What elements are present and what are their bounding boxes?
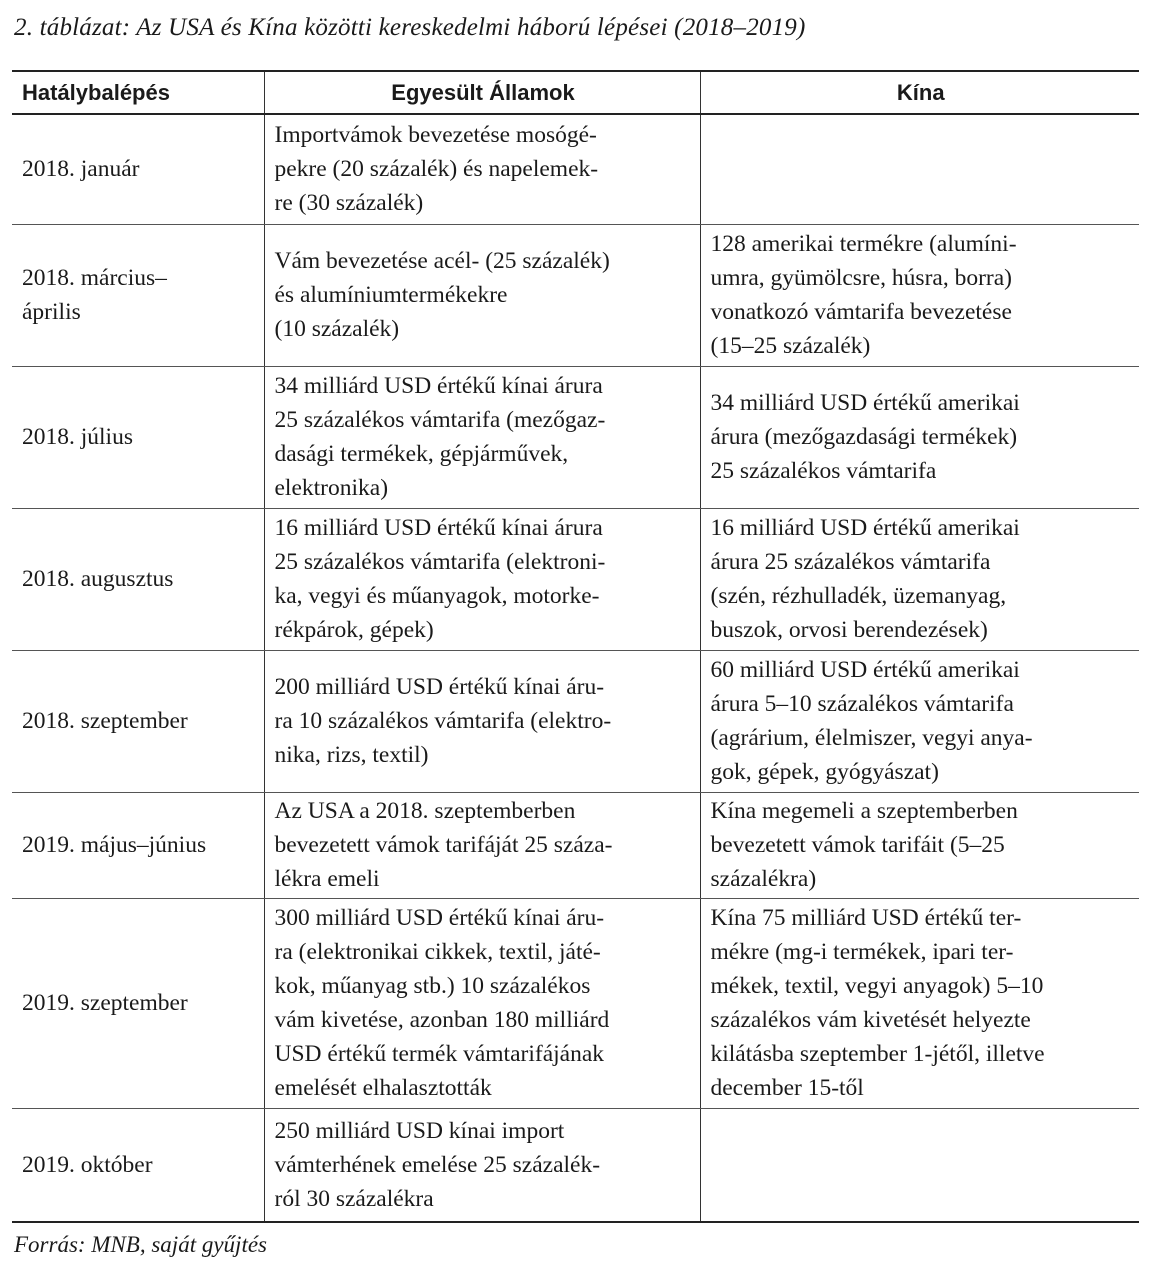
- table-row: [12, 650, 1139, 792]
- cell-line: pekre (20 százalék) és napelemek-: [274, 156, 599, 183]
- china-measure-cell: [700, 1108, 1139, 1222]
- cell-line: ra 10 százalékos vámtarifa (elektro-: [274, 708, 612, 734]
- cell-line: 25 százalékos vámtarifa (mezőgaz-: [274, 407, 606, 433]
- cell-line: vám kivetése, azonban 180 milliárd: [274, 1007, 610, 1033]
- usa-measure-cell: [264, 650, 700, 792]
- cell-line: vámterhének emelése 25 százalék-: [274, 1151, 601, 1178]
- cell-line: 16 milliárd USD értékű amerikai: [710, 515, 1020, 541]
- cell-line: december 15-től: [710, 1075, 864, 1101]
- cell-line: és alumíniumtermékekre: [274, 282, 508, 308]
- cell-line: árura 25 százalékos vámtarifa: [710, 549, 991, 575]
- cell-line: százalékra): [710, 866, 817, 892]
- cell-line: Kína 75 milliárd USD értékű ter-: [710, 905, 1022, 931]
- effective-date-cell: [12, 792, 264, 898]
- usa-measure-cell: [264, 792, 700, 898]
- header-usa: Egyesült Államok: [264, 71, 700, 114]
- table-row: [12, 114, 1139, 224]
- china-measure-cell: [700, 898, 1139, 1108]
- cell-text: 2019. október: [22, 1151, 153, 1178]
- cell-line: emelését elhalasztották: [274, 1075, 492, 1101]
- cell-line: (szén, rézhulladék, üzemanyag,: [710, 583, 1007, 609]
- cell-line: 16 milliárd USD értékű kínai árura: [274, 515, 603, 541]
- cell-line: 25 százalékos vámtarifa (elektroni-: [274, 549, 606, 575]
- china-measure-cell: [700, 508, 1139, 650]
- cell-line: ka, vegyi és műanyagok, motorke-: [274, 583, 600, 609]
- table-header-row: [12, 71, 1139, 114]
- cell-line: 300 milliárd USD értékű kínai áru-: [274, 905, 605, 931]
- cell-line: bevezetett vámok tarifáját 25 száza-: [274, 832, 613, 858]
- usa-measure-cell: [264, 366, 700, 508]
- cell-line: vonatkozó vámtarifa bevezetése: [710, 299, 1012, 325]
- cell-line: (15–25 százalék): [710, 333, 871, 359]
- china-measure-cell: [700, 224, 1139, 366]
- cell-line: mékre (mg-i termékek, ipari ter-: [710, 939, 1014, 965]
- cell-line: 34 milliárd USD értékű kínai árura: [274, 373, 603, 399]
- cell-line: rékpárok, gépek): [274, 617, 434, 643]
- effective-date-cell: [12, 114, 264, 224]
- cell-line: 2018. március–: [22, 265, 167, 291]
- cell-line: (10 százalék): [274, 316, 400, 342]
- cell-line: ról 30 százalékra: [274, 1185, 434, 1212]
- usa-measure-cell: [264, 1108, 700, 1222]
- table-row: [12, 224, 1139, 366]
- cell-line: 250 milliárd USD kínai import: [274, 1117, 565, 1144]
- cell-line: április: [22, 299, 81, 325]
- cell-line: umra, gyümölcsre, húsra, borra): [710, 265, 1012, 291]
- cell-line: re (30 százalék): [274, 190, 424, 217]
- table-row: [12, 1108, 1139, 1222]
- cell-line: Kína megemeli a szeptemberben: [710, 798, 1018, 824]
- usa-measure-cell: [264, 224, 700, 366]
- cell-line: buszok, orvosi berendezések): [710, 617, 988, 643]
- cell-line: gok, gépek, gyógyászat): [710, 759, 939, 785]
- effective-date-cell: [12, 366, 264, 508]
- cell-line: 200 milliárd USD értékű kínai áru-: [274, 674, 605, 700]
- cell-line: 128 amerikai termékre (alumíni-: [710, 231, 1017, 257]
- cell-line: Vám bevezetése acél- (25 százalék): [274, 248, 610, 274]
- cell-text: 2018. augusztus: [22, 566, 174, 592]
- effective-date-cell: [12, 224, 264, 366]
- effective-date-cell: [12, 508, 264, 650]
- cell-line: kok, műanyag stb.) 10 százalékos: [274, 973, 591, 999]
- china-measure-cell: [700, 366, 1139, 508]
- cell-line: 34 milliárd USD értékű amerikai: [710, 390, 1020, 416]
- china-measure-cell: [700, 792, 1139, 898]
- cell-text: 2018. január: [22, 156, 140, 183]
- usa-measure-cell: [264, 114, 700, 224]
- china-measure-cell: [700, 650, 1139, 792]
- cell-line: bevezetett vámok tarifáit (5–25: [710, 832, 1005, 858]
- cell-line: 60 milliárd USD értékű amerikai: [710, 657, 1020, 683]
- cell-line: (agrárium, élelmiszer, vegyi anya-: [710, 725, 1033, 751]
- cell-text: 2018. július: [22, 424, 133, 450]
- cell-line: mékek, textil, vegyi anyagok) 5–10: [710, 973, 1044, 999]
- table-row: [12, 792, 1139, 898]
- china-measure-cell: [700, 114, 1139, 224]
- cell-line: kilátásba szeptember 1-jétől, illetve: [710, 1041, 1045, 1067]
- cell-text: 2018. szeptember: [22, 708, 188, 734]
- table-row: [12, 508, 1139, 650]
- cell-line: 25 százalékos vámtarifa: [710, 458, 937, 484]
- cell-line: százalékos vám kivetését helyezte: [710, 1007, 1031, 1033]
- table-row: [12, 898, 1139, 1108]
- cell-line: lékra emeli: [274, 866, 380, 892]
- cell-line: nika, rizs, textil): [274, 742, 429, 768]
- trade-war-table: [12, 70, 1139, 1223]
- cell-line: Importvámok bevezetése mosógé-: [274, 122, 597, 149]
- usa-measure-cell: [264, 508, 700, 650]
- header-china: Kína: [700, 71, 1139, 114]
- header-effective-date: Hatálybalépés: [12, 71, 264, 114]
- effective-date-cell: [12, 650, 264, 792]
- cell-line: árura 5–10 százalékos vámtarifa: [710, 691, 1014, 717]
- effective-date-cell: [12, 898, 264, 1108]
- cell-line: USD értékű termék vámtarifájának: [274, 1041, 605, 1067]
- cell-line: árura (mezőgazdasági termékek): [710, 424, 1018, 450]
- table-caption: 2. táblázat: Az USA és Kína közötti kereskedelmi háború lépései (2018–2019): [14, 14, 806, 41]
- source-note: Forrás: MNB, saját gyűjtés: [14, 1232, 267, 1257]
- effective-date-cell: [12, 1108, 264, 1222]
- cell-line: elektronika): [274, 475, 389, 501]
- cell-line: ra (elektronikai cikkek, textil, játé-: [274, 939, 601, 965]
- table-row: [12, 366, 1139, 508]
- cell-line: Az USA a 2018. szeptemberben: [274, 798, 576, 824]
- cell-line: dasági termékek, gépjárművek,: [274, 441, 569, 467]
- cell-text: 2019. május–június: [22, 832, 207, 858]
- usa-measure-cell: [264, 898, 700, 1108]
- cell-text: 2019. szeptember: [22, 990, 188, 1016]
